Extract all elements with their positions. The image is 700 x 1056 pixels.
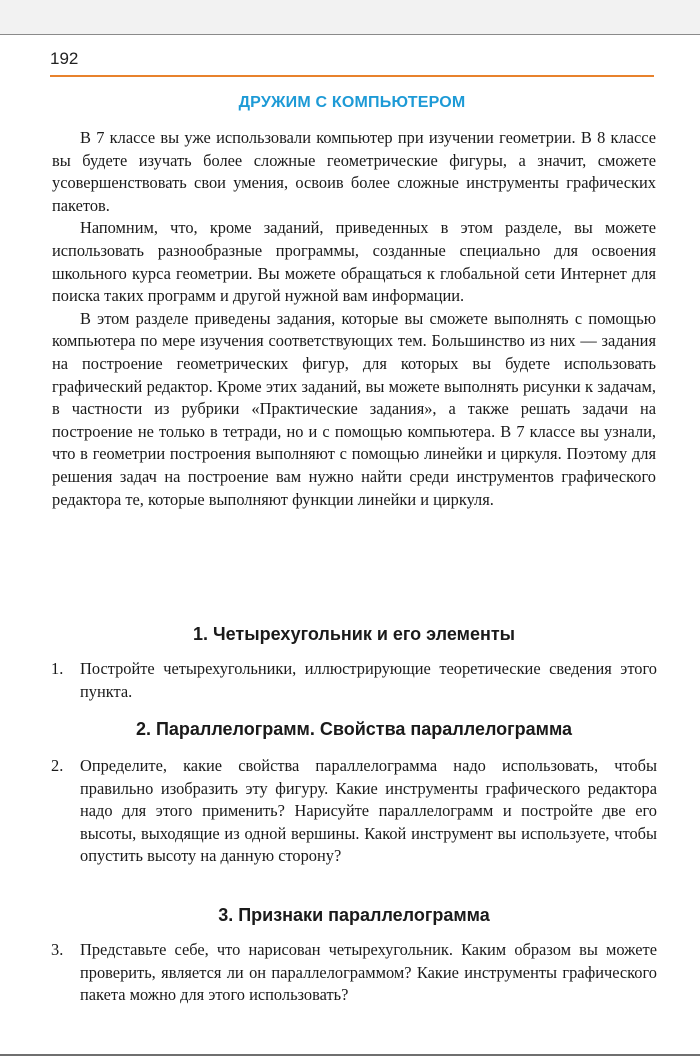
section-title: ДРУЖИМ С КОМПЬЮТЕРОМ — [238, 94, 466, 111]
topic-heading-2: 2. Параллелограмм. Свойства параллелограмма — [135, 719, 573, 739]
topic-heading-1: 1. Четырехугольник и его элементы — [192, 624, 516, 644]
task-text: Представьте себе, что нарисован четырехугольник. Каким образом вы можете проверить, является ли он параллелограммом? Какие инструменты графического пакета можно для этого использовать? — [80, 940, 657, 1005]
paragraph: В 7 классе вы уже использовали компьютер при изучении геометрии. В 8 классе вы будете изучать более сложные геометрические фигуры, а значит, сможете усовершенствовать свои умения, освоив более сложные инструменты графических пакетов. — [52, 128, 656, 215]
task-1 — [51, 658, 657, 703]
task-number: 2. — [51, 756, 64, 775]
task-number: 3. — [51, 940, 64, 959]
task-text: Определите, какие свойства параллелограмма надо использовать, чтобы правильно изобразить эту фигуру. Какие инструменты графического редактора надо для этого применить? Нарисуйте параллелограмм и постройте две его высоты, выходящие из одной вершины. Какой инструмент вы используете, чтобы опустить высоту на данную сторону? — [80, 756, 657, 866]
intro-text — [52, 127, 656, 511]
task-3 — [51, 939, 657, 1007]
paragraph: Напомним, что, кроме заданий, приведенных в этом разделе, вы можете использовать разнообразные программы, созданные специально для освоения школьного курса геометрии. Вы можете обращаться к глобальной сети Интернет для поиска таких программ и другой нужной вам информации. — [52, 218, 656, 306]
viewer-top-bar — [0, 0, 700, 35]
paragraph: В этом разделе приведены задания, которые вы сможете выполнять с помощью компьютера по мере изучения соответствующих тем. Большинство из них — задания на построение геометрических фигур, для которых вы будете использовать графический редактор. Кроме этих заданий, вы можете выполнять рисунки к задачам, в частности из рубрики «Практические задания», а также решать задачи на построение не только в тетради, но и с помощью компьютера. В 7 классе вы узнали, что в геометрии построения выполняют с помощью линейки и циркуля. Поэтому для решения задач на построение вам нужно найти среди инструментов графического редактора те, которые выполняют функции линейки и циркуля. — [52, 308, 656, 509]
task-2 — [51, 755, 657, 868]
task-number: 1. — [51, 659, 64, 678]
book-page — [0, 35, 700, 1056]
header-rule — [50, 75, 654, 77]
page-number: 192 — [50, 49, 79, 68]
topic-heading-3: 3. Признаки параллелограмма — [218, 905, 490, 925]
task-text: Постройте четырехугольники, иллюстрирующие теоретические сведения этого пункта. — [80, 659, 657, 701]
